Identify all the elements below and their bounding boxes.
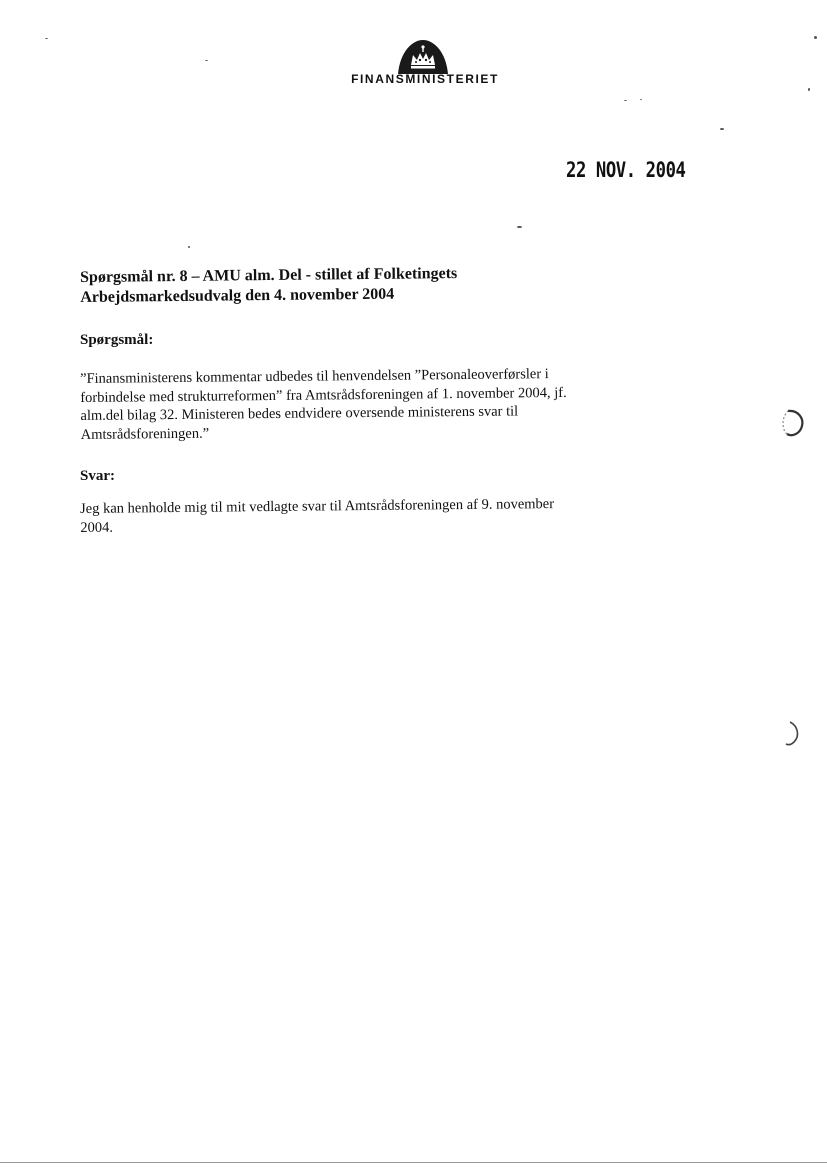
answer-label: Svar: [80,468,115,484]
scan-speck [640,99,642,100]
document-heading [80,262,620,308]
page-bottom-edge [0,1162,827,1163]
crown-emblem-icon [396,38,450,74]
scan-speck [188,246,190,248]
scan-speck [205,60,208,61]
scan-speck [720,128,724,130]
binder-hole-mark [778,408,806,438]
ministry-name: FINANSMINISTERIET [351,72,499,86]
question-line: ”Finansministerens kommentar udbedes til henvendelsen ”Personaleoverførsler i [80,366,549,387]
scan-speck [814,36,817,39]
scan-speck [808,88,810,91]
answer-line: 2004. [80,519,113,536]
answer-text [80,494,640,537]
question-text [80,364,641,444]
answer-line: Jeg kan henholde mig til mit vedlagte svar til Amtsrådsforeningen af 9. november [80,496,555,517]
question-line: alm.del bilag 32. Ministeren bedes endvidere oversende ministerens svar til [80,403,519,424]
scan-speck [45,38,48,39]
question-line: Amtsrådsforeningen.” [80,425,210,443]
scan-speck [624,100,627,101]
question-line: forbindelse med strukturreformen” fra Amtsrådsforeningen af 1. november 2004, jf. [80,384,567,406]
binder-hole-mark [778,718,806,748]
question-label: Spørgsmål: [80,332,154,348]
received-date-stamp: 22 NOV. 2004 [566,158,686,182]
heading-line: Spørgsmål nr. 8 – AMU alm. Del - stillet af Folketingets [80,265,458,286]
scan-speck [517,226,522,228]
heading-line: Arbejdsmarkedsudvalg den 4. november 2004 [80,285,395,306]
